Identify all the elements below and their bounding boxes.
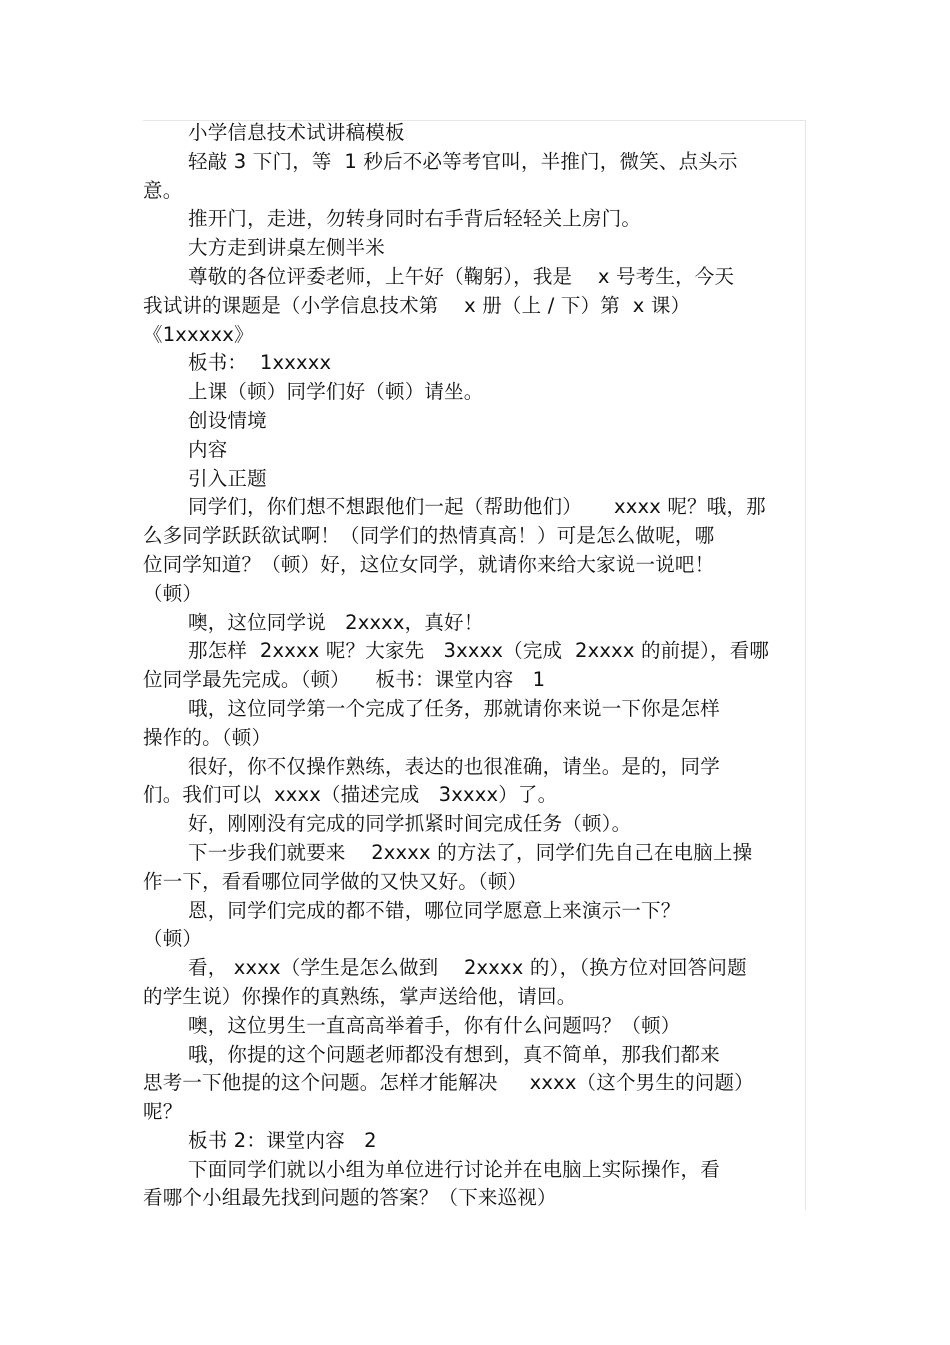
text-line: 的学生说）你操作的真熟练，掌声送给他，请回。 (143, 984, 577, 1008)
text-line: 大方走到讲桌左侧半米 (188, 236, 386, 260)
text-line: 看哪个小组最先找到问题的答案？（下来巡视） (143, 1186, 557, 1210)
text-line: 尊敬的各位评委老师，上午好（鞠躬），我是 x 号考生，今天 (188, 264, 735, 288)
text-line: 好，刚刚没有完成的同学抓紧时间完成任务（顿）。 (188, 812, 632, 836)
text-line: 我试讲的课题是（小学信息技术第 x 册（上 / 下）第 x 课） (143, 293, 691, 317)
text-line: （顿） (143, 927, 203, 951)
text-line: 看， xxxx（学生是怎么做到 2xxxx 的），（换方位对回答问题 (188, 956, 747, 980)
text-line: 么多同学跃跃欲试啊！（同学们的热情真高！）可是怎么做呢，哪 (143, 524, 715, 548)
text-line: 小学信息技术试讲稿模板 (188, 121, 405, 144)
text-line: 位同学最先完成。（顿） 板书：课堂内容 1 (143, 668, 546, 692)
text-line: 哦，这位同学第一个完成了任务，那就请你来说一下你是怎样 (188, 696, 720, 720)
text-line: 板书： 1xxxxx (188, 351, 332, 375)
text-line: 很好，你不仅操作熟练，表达的也很准确，请坐。是的，同学 (188, 754, 720, 778)
text-line: 创设情境 (188, 408, 267, 432)
text-line: （顿） (143, 581, 203, 605)
text-line: 内容 (188, 437, 228, 461)
text-line: 板书 2：课堂内容 2 (188, 1128, 377, 1152)
text-line: 作一下，看看哪位同学做的又快又好。（顿） (143, 869, 528, 893)
document-body (143, 119, 793, 1213)
text-line: 思考一下他提的这个问题。怎样才能解决 xxxx（这个男生的问题） (143, 1071, 754, 1095)
text-line: 哦，你提的这个问题老师都没有想到，真不简单，那我们都来 (188, 1042, 720, 1066)
text-line: 操作的。（顿） (143, 725, 272, 749)
text-line: 下一步我们就要来 2xxxx 的方法了，同学们先自己在电脑上操 (188, 840, 753, 864)
text-line: 噢，这位同学说 2xxxx，真好！ (188, 610, 484, 634)
text-line: 引入正题 (188, 466, 267, 490)
text-line: 噢，这位男生一直高高举着手，你有什么问题吗？（顿） (188, 1013, 681, 1037)
text-line: 轻敲 3 下门，等 1 秒后不必等考官叫，半推门，微笑、点头示 (188, 149, 738, 173)
text-line: 《1xxxxx》 (143, 322, 254, 346)
text-line: 上课（顿）同学们好（顿）请坐。 (188, 380, 484, 404)
text-line: 下面同学们就以小组为单位进行讨论并在电脑上实际操作，看 (188, 1157, 720, 1181)
text-line: 位同学知道？（顿）好，这位女同学，就请你来给大家说一说吧！ (143, 552, 715, 576)
text-line: 们。我们可以 xxxx（描述完成 3xxxx）了。 (143, 783, 558, 807)
text-line: 那怎样 2xxxx 呢？大家先 3xxxx（完成 2xxxx 的前提），看哪 (188, 639, 770, 663)
text-line: 推开门，走进，勿转身同时右手背后轻轻关上房门。 (188, 207, 642, 231)
text-line: 意。 (143, 178, 183, 202)
text-line: 同学们，你们想不想跟他们一起（帮助他们） xxxx 呢？哦，那 (188, 495, 766, 519)
text-line: 恩，同学们完成的都不错，哪位同学愿意上来演示一下？ (188, 898, 681, 922)
text-line: 呢？ (143, 1100, 183, 1124)
